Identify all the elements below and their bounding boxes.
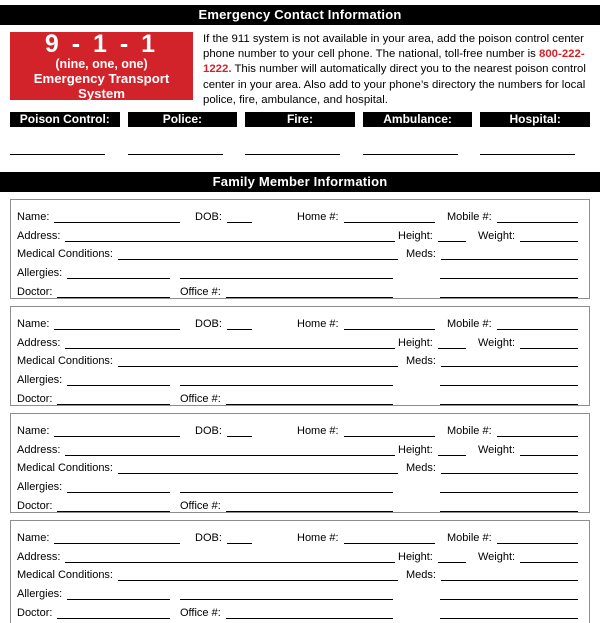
field-label-meds: Meds:	[406, 569, 436, 582]
intro-text-after: This number will automatically direct you to the nearest poison control center in your area. Also add to your phone’s directory the numbers for local police, fire, ambulance, and hospital.	[203, 63, 586, 106]
field-label-address: Address:	[17, 336, 61, 349]
fill-line-office-phone	[226, 404, 393, 405]
field-row-name-dob-phones	[17, 205, 578, 224]
poison-control-phone-number: 800-222-1222.	[203, 48, 585, 76]
family-member-card	[10, 306, 590, 406]
field-label-name: Name:	[17, 531, 50, 544]
fill-line-medical-conditions	[118, 580, 398, 581]
field-label-office-phone: Office #:	[180, 392, 221, 405]
field-label-height: Height:	[398, 229, 433, 242]
family-members	[0, 199, 600, 623]
field-label-home-phone: Home #:	[297, 210, 339, 223]
emergency-header-bar	[0, 5, 600, 25]
field-label-allergies: Allergies:	[17, 374, 63, 387]
field-row-name-dob-phones	[17, 526, 578, 545]
fill-line-meds-continued-2	[440, 404, 578, 405]
field-label-office-phone: Office #:	[180, 499, 221, 512]
field-label-height: Height:	[398, 550, 433, 563]
fill-line-allergies-continued	[180, 599, 393, 600]
fill-line-doctor	[57, 404, 170, 405]
field-row-conditions-meds	[17, 350, 578, 369]
field-label-meds: Meds:	[406, 462, 436, 475]
intro-text-before: If the 911 system is not available in your area, add the poison control center phone number to your cell phone. The national, toll-free number is	[203, 33, 584, 61]
field-label-home-phone: Home #:	[297, 531, 339, 544]
family-section-title: Family Member Information	[212, 174, 388, 189]
fill-line-allergies	[67, 492, 170, 493]
page-title-emergency: Emergency Contact Information	[198, 7, 402, 22]
fill-line-medical-conditions	[118, 259, 398, 260]
fill-line-height	[438, 241, 466, 242]
field-label-address: Address:	[17, 229, 61, 242]
fill-line-meds-continued-2	[440, 618, 578, 619]
nine-one-one-number: 9 - 1 - 1	[44, 30, 159, 58]
field-row-address-height-weight	[17, 438, 578, 457]
fill-line-doctor	[57, 297, 170, 298]
fill-line-address	[65, 562, 395, 563]
nine-one-one-box	[10, 32, 193, 100]
field-label-weight: Weight:	[478, 443, 516, 456]
fill-line-meds-continued	[440, 385, 578, 386]
field-label-doctor: Doctor:	[17, 285, 53, 298]
field-row-name-dob-phones	[17, 419, 578, 438]
field-label-dob: DOB:	[195, 210, 222, 223]
emergency-contacts-row	[10, 112, 590, 127]
fill-line-meds-continued	[440, 492, 578, 493]
contact-label-ambulance: Ambulance:	[363, 112, 473, 127]
family-member-card	[10, 199, 590, 299]
fill-line-address	[65, 455, 395, 456]
field-row-allergies	[17, 368, 578, 387]
fill-line-allergies-continued	[180, 278, 393, 279]
contact-label-hospital: Hospital:	[480, 112, 590, 127]
field-label-doctor: Doctor:	[17, 606, 53, 619]
field-label-home-phone: Home #:	[297, 424, 339, 437]
field-label-dob: DOB:	[195, 424, 222, 437]
field-label-address: Address:	[17, 443, 61, 456]
fill-line-weight	[520, 562, 578, 563]
field-row-doctor-office	[17, 387, 578, 406]
fill-line-weight	[520, 348, 578, 349]
field-label-medical-conditions: Medical Conditions:	[17, 355, 113, 368]
fill-line-office-phone	[226, 618, 393, 619]
contact-label-fire: Fire:	[245, 112, 355, 127]
fill-line-dob	[227, 222, 252, 223]
contact-label-poison-control: Poison Control:	[10, 112, 120, 127]
fill-line-office-phone	[226, 511, 393, 512]
field-label-office-phone: Office #:	[180, 606, 221, 619]
fill-line-mobile-phone	[497, 543, 578, 544]
fill-line-mobile-phone	[497, 436, 578, 437]
field-label-allergies: Allergies:	[17, 267, 63, 280]
field-label-mobile-phone: Mobile #:	[447, 317, 492, 330]
field-label-allergies: Allergies:	[17, 588, 63, 601]
contact-fill-line-ambulance	[363, 154, 458, 155]
field-label-height: Height:	[398, 336, 433, 349]
field-label-dob: DOB:	[195, 317, 222, 330]
fill-line-height	[438, 455, 466, 456]
field-row-doctor-office	[17, 494, 578, 513]
field-label-home-phone: Home #:	[297, 317, 339, 330]
fill-line-home-phone	[344, 329, 435, 330]
field-row-conditions-meds	[17, 457, 578, 476]
fill-line-allergies	[67, 278, 170, 279]
field-label-doctor: Doctor:	[17, 392, 53, 405]
field-row-address-height-weight	[17, 224, 578, 243]
field-row-conditions-meds	[17, 243, 578, 262]
fill-line-meds-continued	[440, 278, 578, 279]
field-row-allergies	[17, 261, 578, 280]
field-label-allergies: Allergies:	[17, 481, 63, 494]
fill-line-meds-continued-2	[440, 297, 578, 298]
intro-section	[10, 32, 590, 108]
field-label-name: Name:	[17, 317, 50, 330]
fill-line-mobile-phone	[497, 222, 578, 223]
fill-line-address	[65, 348, 395, 349]
intro-paragraph	[203, 32, 590, 108]
fill-line-dob	[227, 543, 252, 544]
field-label-office-phone: Office #:	[180, 285, 221, 298]
field-row-allergies	[17, 475, 578, 494]
fill-line-home-phone	[344, 436, 435, 437]
fill-line-allergies	[67, 385, 170, 386]
fill-line-allergies	[67, 599, 170, 600]
field-row-doctor-office	[17, 280, 578, 299]
field-label-weight: Weight:	[478, 550, 516, 563]
family-section-header-bar	[0, 172, 600, 192]
fill-line-weight	[520, 455, 578, 456]
field-label-medical-conditions: Medical Conditions:	[17, 569, 113, 582]
contact-fill-line-poison-control	[10, 154, 105, 155]
field-row-address-height-weight	[17, 545, 578, 564]
field-label-name: Name:	[17, 424, 50, 437]
field-row-conditions-meds	[17, 564, 578, 583]
field-row-doctor-office	[17, 601, 578, 620]
field-label-dob: DOB:	[195, 531, 222, 544]
field-label-doctor: Doctor:	[17, 499, 53, 512]
contact-fill-line-police	[128, 154, 223, 155]
fill-line-office-phone	[226, 297, 393, 298]
fill-line-name	[54, 543, 180, 544]
fill-line-dob	[227, 436, 252, 437]
fill-line-dob	[227, 329, 252, 330]
fill-line-meds-continued-2	[440, 511, 578, 512]
field-label-meds: Meds:	[406, 248, 436, 261]
fill-line-meds	[441, 580, 578, 581]
field-label-mobile-phone: Mobile #:	[447, 210, 492, 223]
fill-line-height	[438, 348, 466, 349]
contact-fill-line-fire	[245, 154, 340, 155]
fill-line-home-phone	[344, 543, 435, 544]
fill-line-name	[54, 436, 180, 437]
family-member-card	[10, 520, 590, 623]
nine-one-one-caption: Emergency Transport System	[33, 71, 170, 101]
field-label-weight: Weight:	[478, 336, 516, 349]
fill-line-meds	[441, 366, 578, 367]
fill-line-mobile-phone	[497, 329, 578, 330]
fill-line-meds	[441, 259, 578, 260]
field-row-address-height-weight	[17, 331, 578, 350]
field-label-meds: Meds:	[406, 355, 436, 368]
field-label-medical-conditions: Medical Conditions:	[17, 248, 113, 261]
nine-one-one-phonetic: (nine, one, one)	[55, 57, 148, 71]
field-label-medical-conditions: Medical Conditions:	[17, 462, 113, 475]
field-label-mobile-phone: Mobile #:	[447, 531, 492, 544]
fill-line-address	[65, 241, 395, 242]
contact-fill-lines-row	[10, 154, 590, 156]
fill-line-allergies-continued	[180, 492, 393, 493]
fill-line-doctor	[57, 511, 170, 512]
fill-line-allergies-continued	[180, 385, 393, 386]
fill-line-meds	[441, 473, 578, 474]
field-label-height: Height:	[398, 443, 433, 456]
fill-line-weight	[520, 241, 578, 242]
fill-line-home-phone	[344, 222, 435, 223]
field-label-weight: Weight:	[478, 229, 516, 242]
field-label-address: Address:	[17, 550, 61, 563]
family-member-card	[10, 413, 590, 513]
contact-fill-line-hospital	[480, 154, 575, 155]
fill-line-name	[54, 329, 180, 330]
field-label-name: Name:	[17, 210, 50, 223]
field-row-name-dob-phones	[17, 312, 578, 331]
fill-line-doctor	[57, 618, 170, 619]
field-label-mobile-phone: Mobile #:	[447, 424, 492, 437]
field-row-allergies	[17, 582, 578, 601]
contact-label-police: Police:	[128, 112, 238, 127]
fill-line-height	[438, 562, 466, 563]
fill-line-name	[54, 222, 180, 223]
fill-line-meds-continued	[440, 599, 578, 600]
page	[0, 5, 600, 623]
fill-line-medical-conditions	[118, 366, 398, 367]
fill-line-medical-conditions	[118, 473, 398, 474]
